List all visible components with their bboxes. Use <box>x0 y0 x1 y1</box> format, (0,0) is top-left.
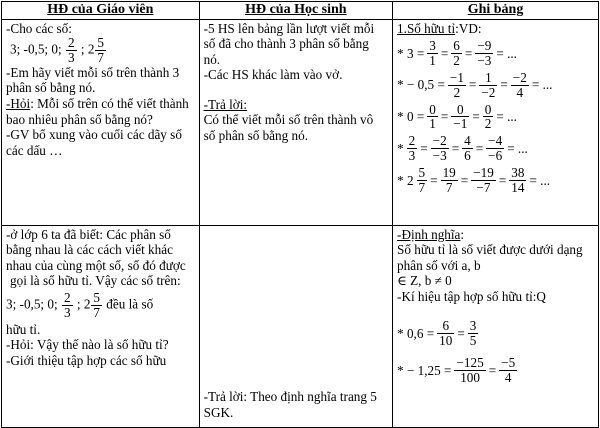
header-teacher: HĐ của Giáo viên <box>2 2 200 20</box>
row-1 <box>2 19 599 225</box>
row1-student-cell <box>199 19 392 225</box>
teacher-p2: gọi là số hữu tỉ. Vậy các số trên: <box>10 273 181 289</box>
fraction: $\frac{19}{7}$ <box>442 164 456 195</box>
definition-label: -Định nghĩa <box>397 226 461 242</box>
board-condition: ∈ Z, b ≠ 0 <box>397 273 452 289</box>
fraction: $\frac{-19}{-7}$ <box>473 164 494 195</box>
fraction: $\frac{6}{10}$ <box>439 318 453 349</box>
row-2 <box>2 225 599 427</box>
header-board: Ghi bảng <box>393 2 599 20</box>
fraction: $\frac{38}{14}$ <box>511 164 525 195</box>
fraction: $\frac{-2}{-3}$ <box>432 133 447 164</box>
fraction: $\frac{2}{3}$ <box>67 35 75 65</box>
question-label: -Hỏi <box>6 95 31 111</box>
teacher-p3: hữu tỉ. <box>6 321 41 337</box>
fraction: $\frac{0}{-1}$ <box>453 101 468 132</box>
fraction: $\frac{-4}{-6}$ <box>488 133 503 164</box>
fraction: $\frac{-2}{4}$ <box>512 69 527 100</box>
teacher-p1: -ở lớp 6 ta đã biết: Các phân số bằng nhau là các cách viết khác nhau của cùng một số, số đó được <box>6 226 186 273</box>
row2-board-cell <box>393 225 599 427</box>
fraction: $\frac{2}{3}$ <box>63 289 71 320</box>
example-mixed: * 2 $\frac{5}{7}$ = $\frac{19}{7}$ = $\frac{-19}{-7}$ = $\frac{38}{14}$ = ... <box>397 164 551 195</box>
lesson-table <box>1 1 599 428</box>
fraction: $\frac{3}{1}$ <box>429 38 436 68</box>
student-activity: -5 HS lên bảng lần lượt viết mỗi số đã cho thành 3 phân số bằng nó. <box>203 20 375 67</box>
teacher-question-2: -Hỏi: Vậy thế nào là số hữu tỉ? <box>6 337 169 353</box>
fraction: $\frac{5}{7}$ <box>93 289 100 320</box>
fraction: $\frac{-1}{2}$ <box>449 69 464 100</box>
student-answer-label: -Trả lời: <box>203 96 248 112</box>
fraction: $\frac{6}{2}$ <box>453 38 460 68</box>
fraction: $\frac{0}{1}$ <box>429 101 436 132</box>
definition-colon: : <box>460 226 465 242</box>
example-zero: * 0 = $\frac{0}{1}$ = $\frac{0}{-1}$ = $\frac{0}{2}$ = ... <box>397 101 517 132</box>
example-0-6: * 0,6 = $\frac{6}{10}$ = $\frac{3}{5}$ <box>397 318 477 349</box>
row1-board-cell <box>393 19 599 225</box>
question-text: : Mỗi số trên có thể viết thành bao nhiêu phân số bằng nó? <box>6 95 189 127</box>
board-definition-title <box>397 227 594 243</box>
teacher-task: -Em hãy viết mỗi số trên thành 3 phân số bằng nó. <box>6 64 180 96</box>
row2-teacher-cell <box>2 225 200 427</box>
row2-student-cell <box>199 225 392 427</box>
teacher-intro: -Cho các số: <box>6 20 72 36</box>
mixed-whole: 2 <box>83 296 91 312</box>
example-neg-half: * − 0,5 = $\frac{-1}{2}$ = $\frac{1}{-2}$ = $\frac{-2}{4}$ = ... <box>397 69 553 100</box>
student-others: -Các HS khác làm vào vở. <box>203 67 343 83</box>
fraction: $\frac{1}{-2}$ <box>481 69 496 100</box>
header-row <box>2 2 599 20</box>
fraction: $\frac{3}{5}$ <box>469 318 477 349</box>
example-3: * 3 = $\frac{3}{1}$ = $\frac{6}{2}$ = $\frac{-9}{-3}$ = ... <box>397 38 517 68</box>
mixed-whole: 2 <box>87 41 95 57</box>
fraction: $\frac{4}{6}$ <box>464 133 471 164</box>
title-label: 1.Số hữu tỉ <box>397 20 456 36</box>
numbers-text: 3; -0,5; 0; <box>6 296 58 312</box>
row1-teacher-cell <box>2 19 200 225</box>
title-rest: :VD: <box>455 20 482 36</box>
example-neg-1-25: * − 1,25 = $\frac{-125}{100}$ = $\frac{-5}{4}$ <box>397 355 516 385</box>
board-title <box>397 21 594 37</box>
fraction: $\frac{5}{7}$ <box>418 164 426 195</box>
fraction: $\frac{-9}{-3}$ <box>477 38 492 68</box>
teacher-intro-set: -Giới thiệu tập hợp các số hữu <box>6 352 167 368</box>
teacher-numbers: 3; -0,5; 0; $\frac{2}{3}$ ; 2 $\frac{5}{7}$ <box>10 35 104 65</box>
teacher-numbers-2: 3; -0,5; 0; $\frac{2}{3}$ ; 2 $\frac{5}{7}$ đều là số <box>6 289 154 320</box>
student-answer: Có thể viết mỗi số trên thành vô số phân số bằng nó. <box>203 112 374 143</box>
example-two-thirds: * $\frac{2}{3}$ = $\frac{-2}{-3}$ = $\frac{4}{6}$ = $\frac{-4}{-6}$ = ... <box>397 133 528 164</box>
fraction: $\frac{2}{3}$ <box>408 133 416 164</box>
fraction: $\frac{-125}{100}$ <box>456 355 484 385</box>
teacher-question <box>6 96 195 127</box>
numbers-text: 3; -0,5; 0; <box>10 41 62 57</box>
student-answer-2: -Trả lời: Theo định nghĩa trang 5 SGK. <box>203 389 377 420</box>
numbers-tail: đều là số <box>106 296 154 312</box>
header-student: HĐ của Học sinh <box>199 2 392 20</box>
teacher-supplement: -GV bổ xung vào cuối các dãy số các dấu … <box>6 127 182 158</box>
board-definition: Số hữu tỉ là số viết được dưới dạng phân số với a, b <box>397 242 583 273</box>
fraction: $\frac{5}{7}$ <box>97 35 104 65</box>
fraction: $\frac{-5}{4}$ <box>501 355 516 385</box>
board-set-symbol: -Kí hiệu tập hợp số hữu tỉ:Q <box>397 288 546 304</box>
fraction: $\frac{0}{2}$ <box>484 101 492 132</box>
